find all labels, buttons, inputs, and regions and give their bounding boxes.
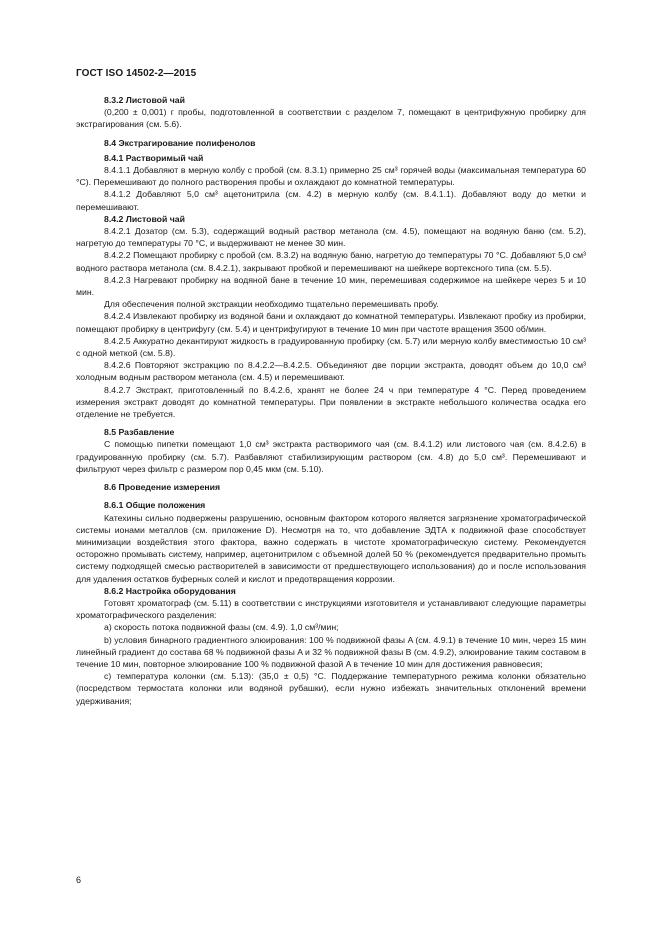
paragraph: 8.4.1.2 Добавляют 5,0 см³ ацетонитрила (см. 4.2) в мерную колбу (см. 8.4.1.1). Добавляют воду до метки и перемешивают. [76, 189, 586, 212]
paragraph: Готовят хроматограф (см. 5.11) в соответствии с инструкциями изготовителя и устанавливают следующие параметры хроматографического разделения: [76, 597, 586, 621]
paragraph: С помощью пипетки помещают 1,0 см³ экстракта растворимого чая (см. 8.4.1.2) или листового чая (см. 8.4.2.6) в градуированную пробирку (см. 5.7). Разбавляют стабилизирующим раствором (см. 4.8) до 5,0 см³. Перемешивают и фильтруют через фильтр с размером пор 0,45 мкм (см. 5.10). [76, 439, 586, 474]
section-heading: 8.4.2 Листовой чай [104, 213, 185, 224]
paragraph: a) скорость потока подвижной фазы (см. 4.9). 1,0 см³/мин; [104, 622, 339, 633]
document-body [76, 94, 586, 707]
paragraph: 8.4.2.4 Извлекают пробирку из водяной бани и охлаждают до комнатной температуры. Извлекают пробку из пробирки, помещают пробирку в центрифугу (см. 5.4) и центрифугируют в течение 10 мин при частоте вращения 3500 об/мин. [76, 311, 586, 334]
paragraph: Для обеспечения полной экстракции необходимо тщательно перемешивать пробу. [104, 299, 439, 310]
page-number: 6 [76, 875, 82, 885]
paragraph: Катехины сильно подвержены разрушению, основным фактором которого является загрязнение хроматографической системы ионами металлов (см. приложение D). Несмотря на то, что добавление ЭДТА к подвижной фазе способствует минимизации воздействия этого фактора, важно содержать в чистоте хроматографическую систему. Рекомендуется осторожно промывать систему, например, ацетонитрилом с объемной долей 50 % (рекомендуется предварительно промыть систему подходящей смесью растворителей в зависимости от предшествующего использования) до и после использования для удаления остатков буферных солей и кислот и предотвращения коррозии. [76, 512, 586, 584]
section-heading: 8.3.2 Листовой чай [104, 95, 185, 105]
section-heading: 8.4 Экстрагирование полифенолов [104, 137, 256, 148]
paragraph: 8.4.2.5 Аккуратно декантируют жидкость в градуированную пробирку (см. 5.7) или мерную колбу вместимостью 10 см³ с одной меткой (см. 5.8). [76, 335, 586, 359]
paragraph: 8.4.2.1 Дозатор (см. 5.3), содержащий водный раствор метанола (см. 4.5), помещают на водяную баню (см. 5.2), нагретую до температуры 70 °C, и выдерживают не менее 30 мин. [76, 226, 586, 249]
paragraph: c) температура колонки (см. 5.13): (35,0 ± 0,5) °C. Поддержание температурного режима колонки обязательно (посредством термостата колонки или водяной рубашки), если нужно избежать значительных отклонений времени удерживания; [76, 671, 586, 706]
section-heading: 8.6 Проведение измерения [104, 482, 221, 493]
paragraph: 8.4.1.1 Добавляют в мерную колбу с пробой (см. 8.3.1) примерно 25 см³ горячей воды (максимальная температура 60 °C). Перемешивают до полного растворения пробы и охлаждают до комнатной температуры. [76, 165, 586, 188]
paragraph: 8.4.2.3 Нагревают пробирку на водяной бане в течение 10 мин, перемешивая содержимое на шейкере через 5 и 10 мин. [76, 274, 586, 298]
paragraph: 8.4.2.6 Повторяют экстракцию по 8.4.2.2—8.4.2.5. Объединяют две порции экстракта, доводят объем до 10,0 см³ холодным водным раствором метанола (см. 4.5) и перемешивают. [76, 360, 586, 383]
paragraph: (0,200 ± 0,001) г пробы, подготовленной в соответствии с разделом 7, помещают в центрифужную пробирку для экстрагирования (см. 5.6). [76, 107, 586, 130]
section-heading: 8.4.1 Растворимый чай [104, 152, 204, 163]
section-heading: 8.6.2 Настройка оборудования [104, 585, 236, 596]
paragraph: b) условия бинарного градиентного элюирования: 100 % подвижной фазы A (см. 4.9.1) в течение 10 мин, через 15 мин линейный градиент до состава 68 % подвижной фазы A и 32 % подвижной фазы B (см. 4.9.2), элюирование таким составом в течение 10 мин, повторное элюирование 100 % подвижной фазой A в течение 10 мин для достижения равновесия; [76, 634, 586, 669]
section-heading: 8.5 Разбавление [104, 427, 175, 438]
paragraph: 8.4.2.7 Экстракт, приготовленный по 8.4.2.6, хранят не более 24 ч при температуре 4 °C. Перед проведением измерения экстракт доводят до комнатной температуры. При появлении в экстракте небольшого количества осадка его отделение не требуется. [76, 384, 586, 420]
page-header: ГОСТ ISO 14502-2—2015 [76, 68, 197, 79]
section-heading: 8.6.1 Общие положения [104, 500, 206, 511]
paragraph: 8.4.2.2 Помещают пробирку с пробой (см. 8.3.2) на водяную баню, нагретую до температуры 70 °C. Добавляют 5,0 см³ водного раствора метанола (см. 8.4.2.1), закрывают пробкой и перемешивают на шейкере вортексного типа (см. 5.5). [76, 250, 586, 273]
